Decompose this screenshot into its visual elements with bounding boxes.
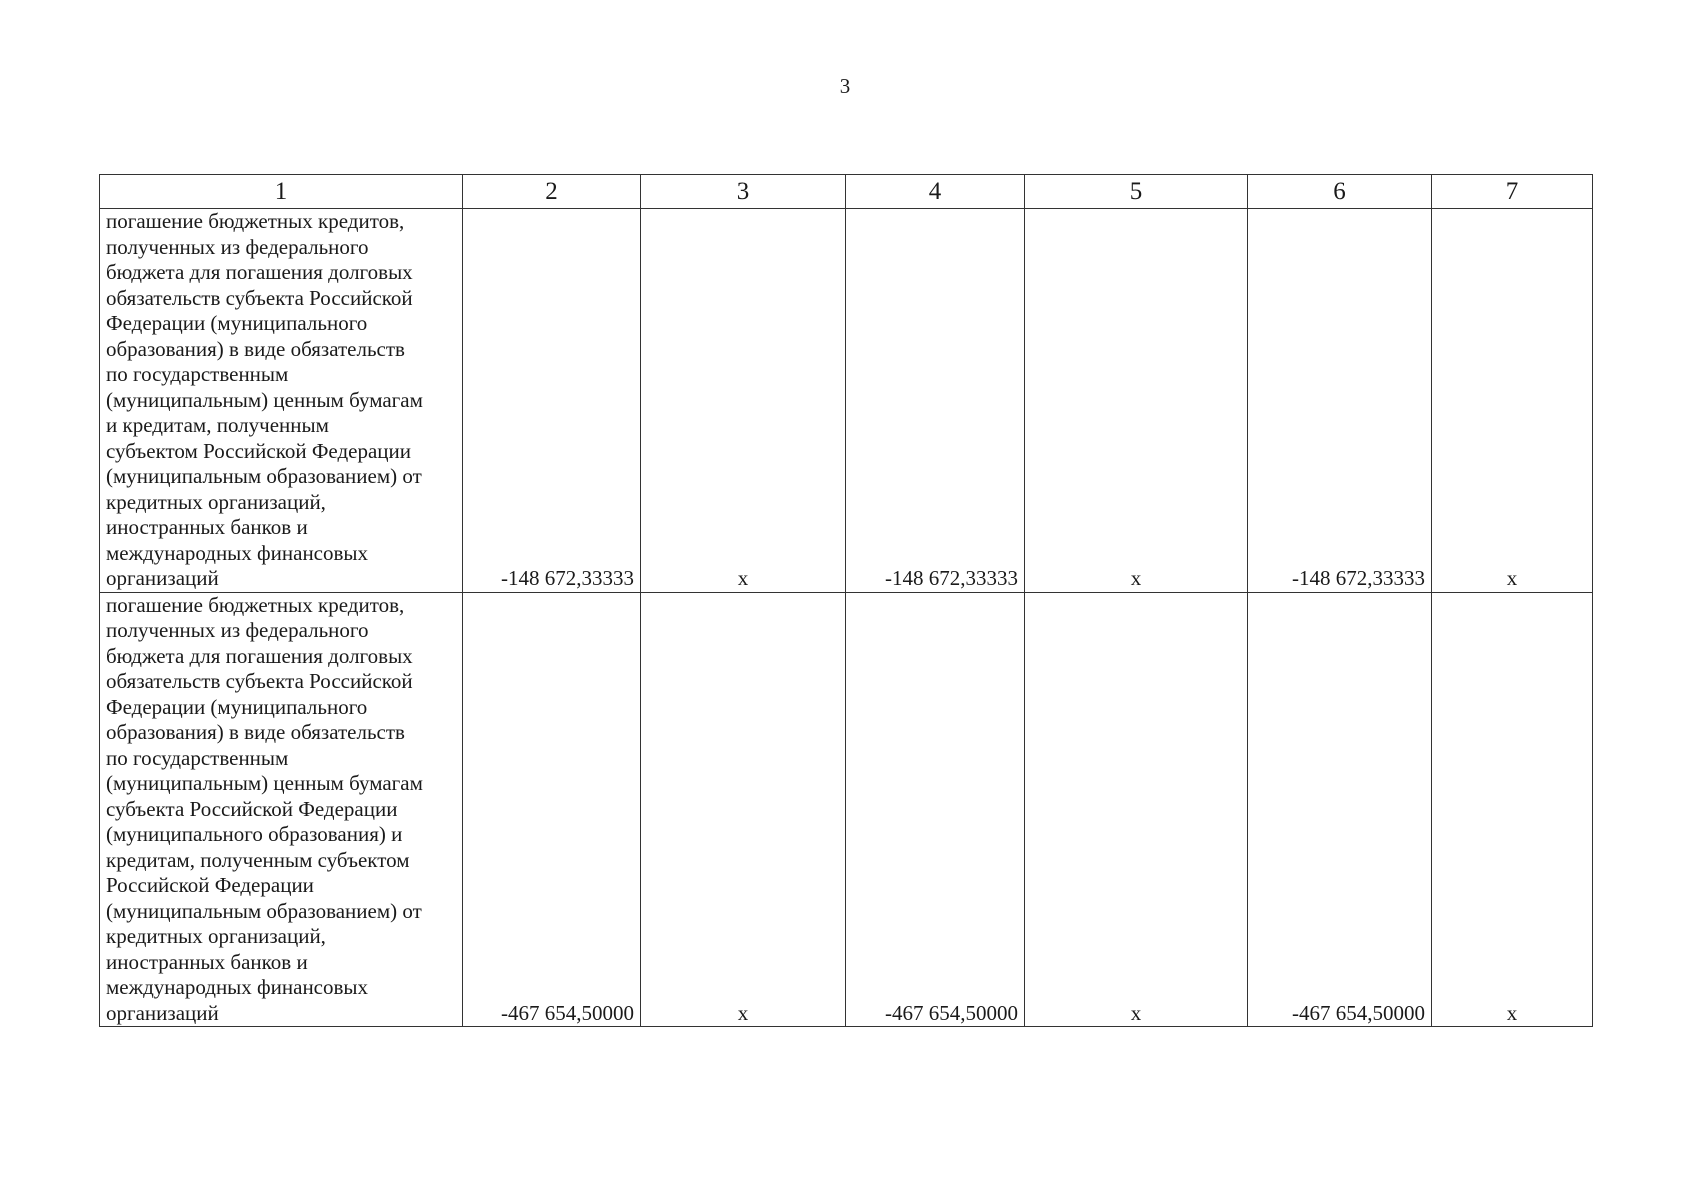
value-cell: -467 654,50000 <box>1248 592 1432 1027</box>
row-description <box>100 209 463 593</box>
description-line: полученных из федерального <box>106 234 369 259</box>
description-line: Российской Федерации <box>106 873 314 897</box>
description-line: (муниципальным) ценным бумагам <box>106 771 423 795</box>
table-row <box>100 592 1593 1027</box>
description-line: (муниципальным образованием) от <box>106 898 422 923</box>
x-mark-cell: x <box>1025 209 1248 593</box>
column-header: 5 <box>1025 175 1248 209</box>
description-line: иностранных банков и <box>106 515 308 539</box>
description-line: (муниципального образования) и <box>106 822 403 846</box>
description-line: бюджета для погашения долговых <box>106 260 413 284</box>
description-line: иностранных банков и <box>106 949 308 974</box>
description-line: субъекта Российской Федерации <box>106 796 398 821</box>
column-header: 1 <box>100 175 463 209</box>
description-line: кредитных организаций, <box>106 924 326 948</box>
x-mark-cell: x <box>1432 209 1593 593</box>
row-description <box>100 592 463 1027</box>
description-line: образования) в виде обязательств <box>106 336 405 361</box>
description-line: международных финансовых <box>106 975 369 999</box>
column-header: 2 <box>463 175 641 209</box>
description-line: организаций <box>106 566 219 590</box>
header-row <box>100 175 1593 209</box>
description-line: субъектом Российской Федерации <box>106 438 411 463</box>
description-line: обязательств субъекта Российской <box>106 285 413 310</box>
value-cell: -148 672,33333 <box>463 209 641 593</box>
column-header: 6 <box>1248 175 1432 209</box>
column-header: 3 <box>641 175 846 209</box>
value-cell: -467 654,50000 <box>463 592 641 1027</box>
description-line: бюджета для погашения долговых <box>106 643 413 668</box>
description-line: организаций <box>106 1000 219 1025</box>
description-line: международных финансовых <box>106 540 369 565</box>
x-mark-cell: x <box>641 209 846 593</box>
description-line: погашение бюджетных кредитов, <box>106 592 405 617</box>
table-row <box>100 209 1593 593</box>
x-mark-cell: x <box>1025 592 1248 1027</box>
x-mark-cell: x <box>1432 592 1593 1027</box>
description-line: и кредитам, полученным <box>106 413 329 437</box>
page-number: 3 <box>839 74 851 98</box>
description-line: Федерации (муниципального <box>106 311 368 335</box>
description-line: погашение бюджетных кредитов, <box>106 209 405 233</box>
description-line: (муниципальным) ценным бумагам <box>106 387 423 412</box>
description-line: полученных из федерального <box>106 618 369 642</box>
description-line: по государственным <box>106 362 289 386</box>
description-line: кредитных организаций, <box>106 489 326 514</box>
description-line: обязательств субъекта Российской <box>106 669 413 693</box>
value-cell: -148 672,33333 <box>846 209 1025 593</box>
value-cell: -148 672,33333 <box>1248 209 1432 593</box>
description-line: по государственным <box>106 745 289 770</box>
description-line: кредитам, полученным субъектом <box>106 847 410 872</box>
value-cell: -467 654,50000 <box>846 592 1025 1027</box>
description-line: образования) в виде обязательств <box>106 720 405 744</box>
description-line: (муниципальным образованием) от <box>106 464 422 488</box>
column-header: 7 <box>1432 175 1593 209</box>
budget-table <box>99 174 1593 1027</box>
x-mark-cell: x <box>641 592 846 1027</box>
column-header: 4 <box>846 175 1025 209</box>
description-line: Федерации (муниципального <box>106 694 368 719</box>
